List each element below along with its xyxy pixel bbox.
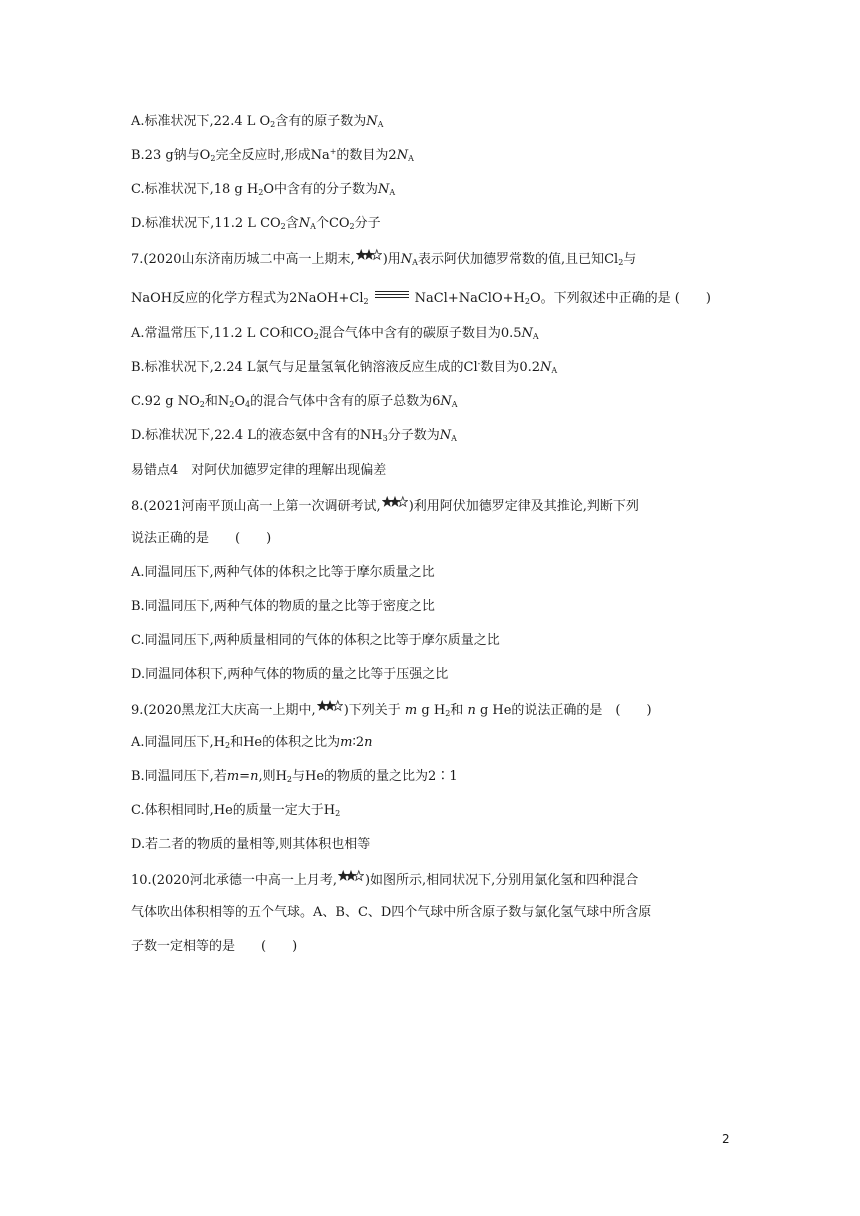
q8-stem-line1: 8.(2021河南平顶山高一上第一次调研考试, )利用阿伏加德罗定律及其推论,判断下列	[131, 495, 639, 517]
q10-stem-line1: 10.(2020河北承德一中高一上月考, )如图所示,相同状况下,分别用氯化氢和四种混合	[131, 869, 638, 891]
q8-option-a: A.同温同压下,两种气体的体积之比等于摩尔质量之比	[131, 565, 435, 580]
q7-stem-line2: NaOH反应的化学方程式为$2NaOH+Cl_2$ $NaCl+NaClO+H_2O$。下列叙述中正确的是 ( )	[131, 291, 711, 306]
q7-option-b: B.标准状况下,2.24 L氯气与足量氢氧化钠溶液反应生成的Cl-数目为$0.2N_A$	[131, 359, 558, 375]
q7-stem-line1: 7.(2020山东济南历城二中高一上期末, )用$N_A$表示阿伏加德罗常数的值,且已知$Cl_2$与	[131, 248, 636, 270]
q10-stem-line2: 气体吹出体积相等的五个气球。A、B、C、D四个气球中所含原子数与氯化氢气球中所含原	[131, 905, 652, 920]
q6-option-d: D.标准状况下,11.2 L $CO_2$含$N_A$个$CO_2$分子	[131, 216, 381, 231]
q7-option-c: C.92 g $NO_2$和$N_2O_4$的混合气体中含有的原子总数为$6N_A$	[131, 394, 458, 409]
q9-option-b: B.同温同压下,若m=n,则$H_2$与He的物质的量之比为2∶1	[131, 769, 458, 784]
q6-option-c: C.标准状况下,18 g $H_2O$中含有的分子数为$N_A$	[131, 182, 396, 197]
difficulty-stars-icon	[382, 495, 408, 509]
page-number: 2	[722, 1132, 730, 1146]
q8-stem-line2: 说法正确的是 ( )	[131, 531, 272, 546]
section-heading: 易错点4 对阿伏加德罗定律的理解出现偏差	[131, 463, 387, 478]
q8-option-b: B.同温同压下,两种气体的物质的量之比等于密度之比	[131, 599, 435, 614]
q10-stem-line3: 子数一定相等的是 ( )	[131, 939, 298, 954]
q9-option-c: C.体积相同时,He的质量一定大于$H_2$	[131, 803, 341, 818]
q6-option-a: A.标准状况下,22.4 L $O_2$含有的原子数为$N_A$	[131, 114, 384, 129]
q9-option-d: D.若二者的物质的量相等,则其体积也相等	[131, 837, 371, 852]
q6-option-b: B.23 g钠与$O_2$完全反应时,形成Na+的数目为$2N_A$	[131, 147, 414, 163]
difficulty-stars-icon	[317, 699, 343, 713]
reaction-equals-sign-icon	[375, 290, 409, 298]
difficulty-stars-icon	[338, 869, 364, 883]
q9-option-a: A.同温同压下$,H_2$和He的体积之比为m∶2n	[131, 735, 373, 750]
q9-stem: 9.(2020黑龙江大庆高一上期中, )下列关于 m g $H_2$和 n g He的说法正确的是 ( )	[131, 699, 652, 721]
q7-option-d: D.标准状况下,22.4 L的液态氨中含有的$NH_3$分子数为$N_A$	[131, 428, 457, 443]
q8-option-c: C.同温同压下,两种质量相同的气体的体积之比等于摩尔质量之比	[131, 633, 500, 648]
q8-option-d: D.同温同体积下,两种气体的物质的量之比等于压强之比	[131, 667, 449, 682]
difficulty-stars-icon	[356, 248, 382, 262]
q7-option-a: A.常温常压下,11.2 L CO和$CO_2$混合气体中含有的碳原子数目为$0.5N_A$	[131, 326, 539, 341]
